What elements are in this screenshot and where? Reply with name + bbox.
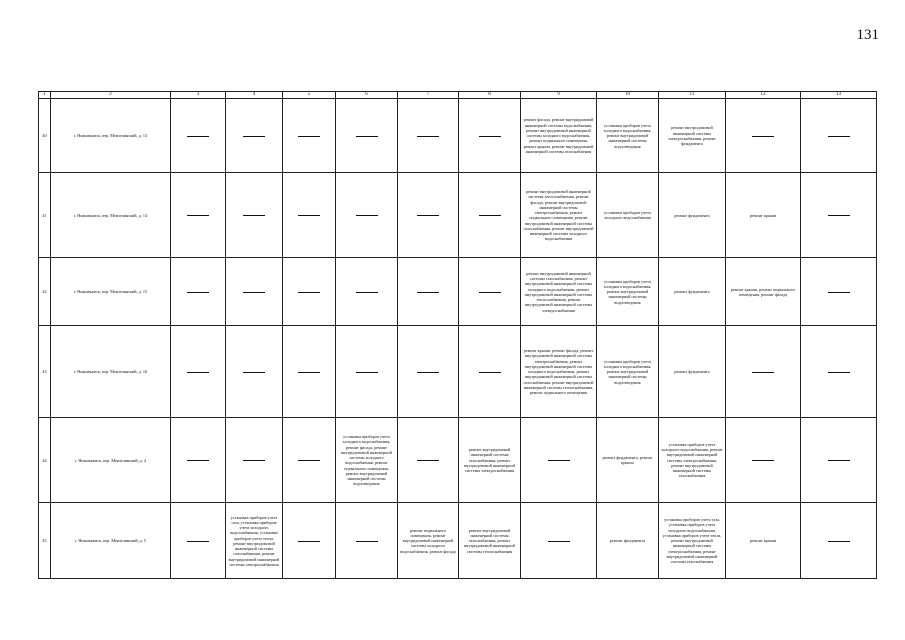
dash-mark	[828, 372, 850, 373]
dash-mark	[828, 460, 850, 461]
work-type-cell: установка приборов учета холодного водоснабжения, ремонт внутридомовой инженерной системы водоотведения	[597, 258, 659, 326]
row-number: 43	[39, 326, 51, 418]
work-type-cell: ремонт фасада, ремонт внутридомовой инженерной системы водоснабжения, ремонт внутридомовой инженерной системы холодного водоснабжения, ремонт подвального помещения, ремонт крыши, ремонт внутридомовой инженерной системы газоснабжения	[521, 99, 597, 173]
empty-dash-cell	[459, 326, 521, 418]
dash-mark	[828, 292, 850, 293]
empty-dash-cell	[521, 503, 597, 579]
work-type-cell: ремонт фундамента	[659, 326, 726, 418]
empty-dash-cell	[226, 326, 283, 418]
dash-mark	[417, 215, 439, 216]
dash-mark	[417, 136, 439, 137]
work-type-cell: установка приборов учета газа, установка приборов учета холодного водоснабжения, установка приборов учета тепла, ремонт внутридомовой инженерной системы электроснабжения, ремонт внутридомовой инженерной системы газоснабжения	[659, 503, 726, 579]
table-row	[39, 503, 877, 579]
dash-mark	[298, 541, 320, 542]
empty-dash-cell	[283, 418, 336, 503]
table-row	[39, 418, 877, 503]
table-row	[39, 258, 877, 326]
dash-mark	[187, 460, 209, 461]
work-type-cell: ремонт крыши, ремонт фасада, ремонт внутридомовой инженерной системы электроснабжения, ремонт внутридомовой инженерной системы холодного водоснабжения, ремонт внутридомовой инженерной системы газоснабжения, ремонт внутридомовой инженерной системы теплоснабжения, ремонт подвального помещения	[521, 326, 597, 418]
dash-mark	[298, 215, 320, 216]
dash-mark	[243, 292, 265, 293]
work-type-cell: ремонт внутридомовой инженерной системы теплоснабжения, ремонт фасада, ремонт внутридомовой инженерной системы электроснабжения, ремонт подвального помещения, ремонт внутридомовой инженерной системы газоснабжения, ремонт внутридомовой инженерной системы холодного водоснабжения	[521, 173, 597, 258]
column-number: 1	[39, 92, 51, 99]
dash-mark	[479, 136, 501, 137]
dash-mark	[479, 372, 501, 373]
dash-mark	[417, 460, 439, 461]
column-number: 8	[459, 92, 521, 99]
column-number: 12	[726, 92, 801, 99]
empty-dash-cell	[283, 503, 336, 579]
empty-dash-cell	[801, 418, 877, 503]
dash-mark	[548, 541, 570, 542]
work-type-cell: ремонт крыши	[726, 173, 801, 258]
empty-dash-cell	[171, 258, 226, 326]
column-number: 7	[398, 92, 459, 99]
empty-dash-cell	[801, 326, 877, 418]
empty-dash-cell	[459, 173, 521, 258]
empty-dash-cell	[726, 99, 801, 173]
row-number: 41	[39, 173, 51, 258]
row-number: 45	[39, 503, 51, 579]
empty-dash-cell	[459, 99, 521, 173]
dash-mark	[417, 292, 439, 293]
empty-dash-cell	[398, 99, 459, 173]
empty-dash-cell	[226, 99, 283, 173]
dash-mark	[417, 372, 439, 373]
work-type-cell: установка приборов учета холодного водоснабжения, ремонт внутридомовой инженерной системы электроснабжения, ремонт внутридомовой инженерной системы газоснабжения	[659, 418, 726, 503]
work-type-cell: ремонт внутридомовой инженерной системы электроснабжения, ремонт фундамента	[659, 99, 726, 173]
dash-mark	[548, 460, 570, 461]
empty-dash-cell	[459, 258, 521, 326]
empty-dash-cell	[171, 99, 226, 173]
empty-dash-cell	[801, 258, 877, 326]
empty-dash-cell	[801, 173, 877, 258]
empty-dash-cell	[726, 418, 801, 503]
page-number: 131	[856, 27, 879, 43]
work-type-cell: установка приборов учета холодного водоснабжения, ремонт фасада, ремонт внутридомовой инженерной системы холодного водоснабжения, ремонт подвального помещения, ремонт внутридомовой инженерной системы водоотведения	[336, 418, 398, 503]
empty-dash-cell	[336, 258, 398, 326]
empty-dash-cell	[336, 173, 398, 258]
row-number: 40	[39, 99, 51, 173]
empty-dash-cell	[226, 258, 283, 326]
empty-dash-cell	[283, 258, 336, 326]
dash-mark	[243, 215, 265, 216]
dash-mark	[187, 215, 209, 216]
empty-dash-cell	[398, 173, 459, 258]
address-cell: г. Нижнекамск, пер. Мензелинский, д. 14	[51, 173, 171, 258]
address-cell: г. Нижнекамск, пер. Мензелинский, д. 5	[51, 503, 171, 579]
dash-mark	[356, 372, 378, 373]
dash-mark	[243, 460, 265, 461]
dash-mark	[187, 372, 209, 373]
empty-dash-cell	[336, 99, 398, 173]
empty-dash-cell	[726, 326, 801, 418]
empty-dash-cell	[521, 418, 597, 503]
column-number: 6	[336, 92, 398, 99]
capital-repair-table	[38, 91, 877, 579]
work-type-cell: установка приборов учета холодного водоснабжения, ремонт внутридомовой инженерной системы водоотведения	[597, 326, 659, 418]
dash-mark	[298, 372, 320, 373]
empty-dash-cell	[398, 326, 459, 418]
empty-dash-cell	[398, 258, 459, 326]
column-number: 4	[226, 92, 283, 99]
column-number: 2	[51, 92, 171, 99]
column-number: 5	[283, 92, 336, 99]
empty-dash-cell	[171, 326, 226, 418]
dash-mark	[828, 136, 850, 137]
dash-mark	[243, 372, 265, 373]
empty-dash-cell	[336, 503, 398, 579]
work-type-cell: ремонт внутридомовой инженерной системы газоснабжения, ремонт внутридомовой инженерной системы теплоснабжения	[459, 503, 521, 579]
address-cell: г. Нижнекамск, пер. Мензелинский, д. 15	[51, 258, 171, 326]
dash-mark	[828, 215, 850, 216]
dash-mark	[187, 541, 209, 542]
empty-dash-cell	[801, 99, 877, 173]
dash-mark	[298, 460, 320, 461]
column-number: 11	[659, 92, 726, 99]
dash-mark	[187, 292, 209, 293]
empty-dash-cell	[283, 326, 336, 418]
dash-mark	[187, 136, 209, 137]
work-type-cell: ремонт подвального помещения, ремонт внутридомовой инженерной системы холодного водоснабжения, ремонт фасада	[398, 503, 459, 579]
column-number: 3	[171, 92, 226, 99]
column-number: 9	[521, 92, 597, 99]
work-type-cell: установка приборов учета холодного водоснабжения	[597, 173, 659, 258]
empty-dash-cell	[171, 418, 226, 503]
empty-dash-cell	[226, 173, 283, 258]
address-cell: г. Нижнекамск, пер. Мензелинский, д. 13	[51, 99, 171, 173]
table-row	[39, 326, 877, 418]
dash-mark	[828, 541, 850, 542]
column-number: 13	[801, 92, 877, 99]
dash-mark	[298, 292, 320, 293]
empty-dash-cell	[398, 418, 459, 503]
dash-mark	[752, 372, 774, 373]
dash-mark	[479, 292, 501, 293]
work-type-cell: ремонт фундамента	[597, 503, 659, 579]
empty-dash-cell	[283, 99, 336, 173]
dash-mark	[356, 136, 378, 137]
dash-mark	[356, 292, 378, 293]
dash-mark	[479, 215, 501, 216]
address-cell: г. Нижнекамск, пер. Мензелинский, д. 4	[51, 418, 171, 503]
dash-mark	[752, 460, 774, 461]
dash-mark	[356, 541, 378, 542]
work-type-cell: установка приборов учета газа, установка приборов учета холодного водоснабжения, установка приборов учета тепла, ремонт внутридомовой инженерной системы газоснабжения, ремонт внутридомовой инженерной системы электроснабжения	[226, 503, 283, 579]
work-type-cell: ремонт крыши, ремонт подвального помещения, ремонт фасада	[726, 258, 801, 326]
dash-mark	[752, 136, 774, 137]
work-type-cell: установка приборов учета холодного водоснабжения, ремонт внутридомовой инженерной системы водоотведения	[597, 99, 659, 173]
column-number: 10	[597, 92, 659, 99]
empty-dash-cell	[171, 503, 226, 579]
empty-dash-cell	[801, 503, 877, 579]
work-type-cell: ремонт внутридомовой инженерной системы газоснабжения, ремонт внутридомовой инженерной системы электроснабжения	[459, 418, 521, 503]
empty-dash-cell	[283, 173, 336, 258]
dash-mark	[243, 136, 265, 137]
row-number: 44	[39, 418, 51, 503]
work-type-cell: ремонт фундамента, ремонт крыши	[597, 418, 659, 503]
work-type-cell: ремонт фундамента	[659, 258, 726, 326]
table-row	[39, 173, 877, 258]
empty-dash-cell	[336, 326, 398, 418]
column-number-row	[39, 92, 877, 99]
empty-dash-cell	[226, 418, 283, 503]
table-row	[39, 99, 877, 173]
work-type-cell: ремонт внутридомовой инженерной системы газоснабжения, ремонт внутридомовой инженерной системы холодного водоснабжения, ремонт внутридомовой инженерной системы теплоснабжения, ремонт внутридомовой инженерной системы электроснабжения	[521, 258, 597, 326]
work-type-cell: ремонт фундамента	[659, 173, 726, 258]
row-number: 42	[39, 258, 51, 326]
address-cell: г. Нижнекамск, пер. Мензелинский, д. 16	[51, 326, 171, 418]
dash-mark	[298, 136, 320, 137]
work-type-cell: ремонт крыши	[726, 503, 801, 579]
dash-mark	[356, 215, 378, 216]
empty-dash-cell	[171, 173, 226, 258]
